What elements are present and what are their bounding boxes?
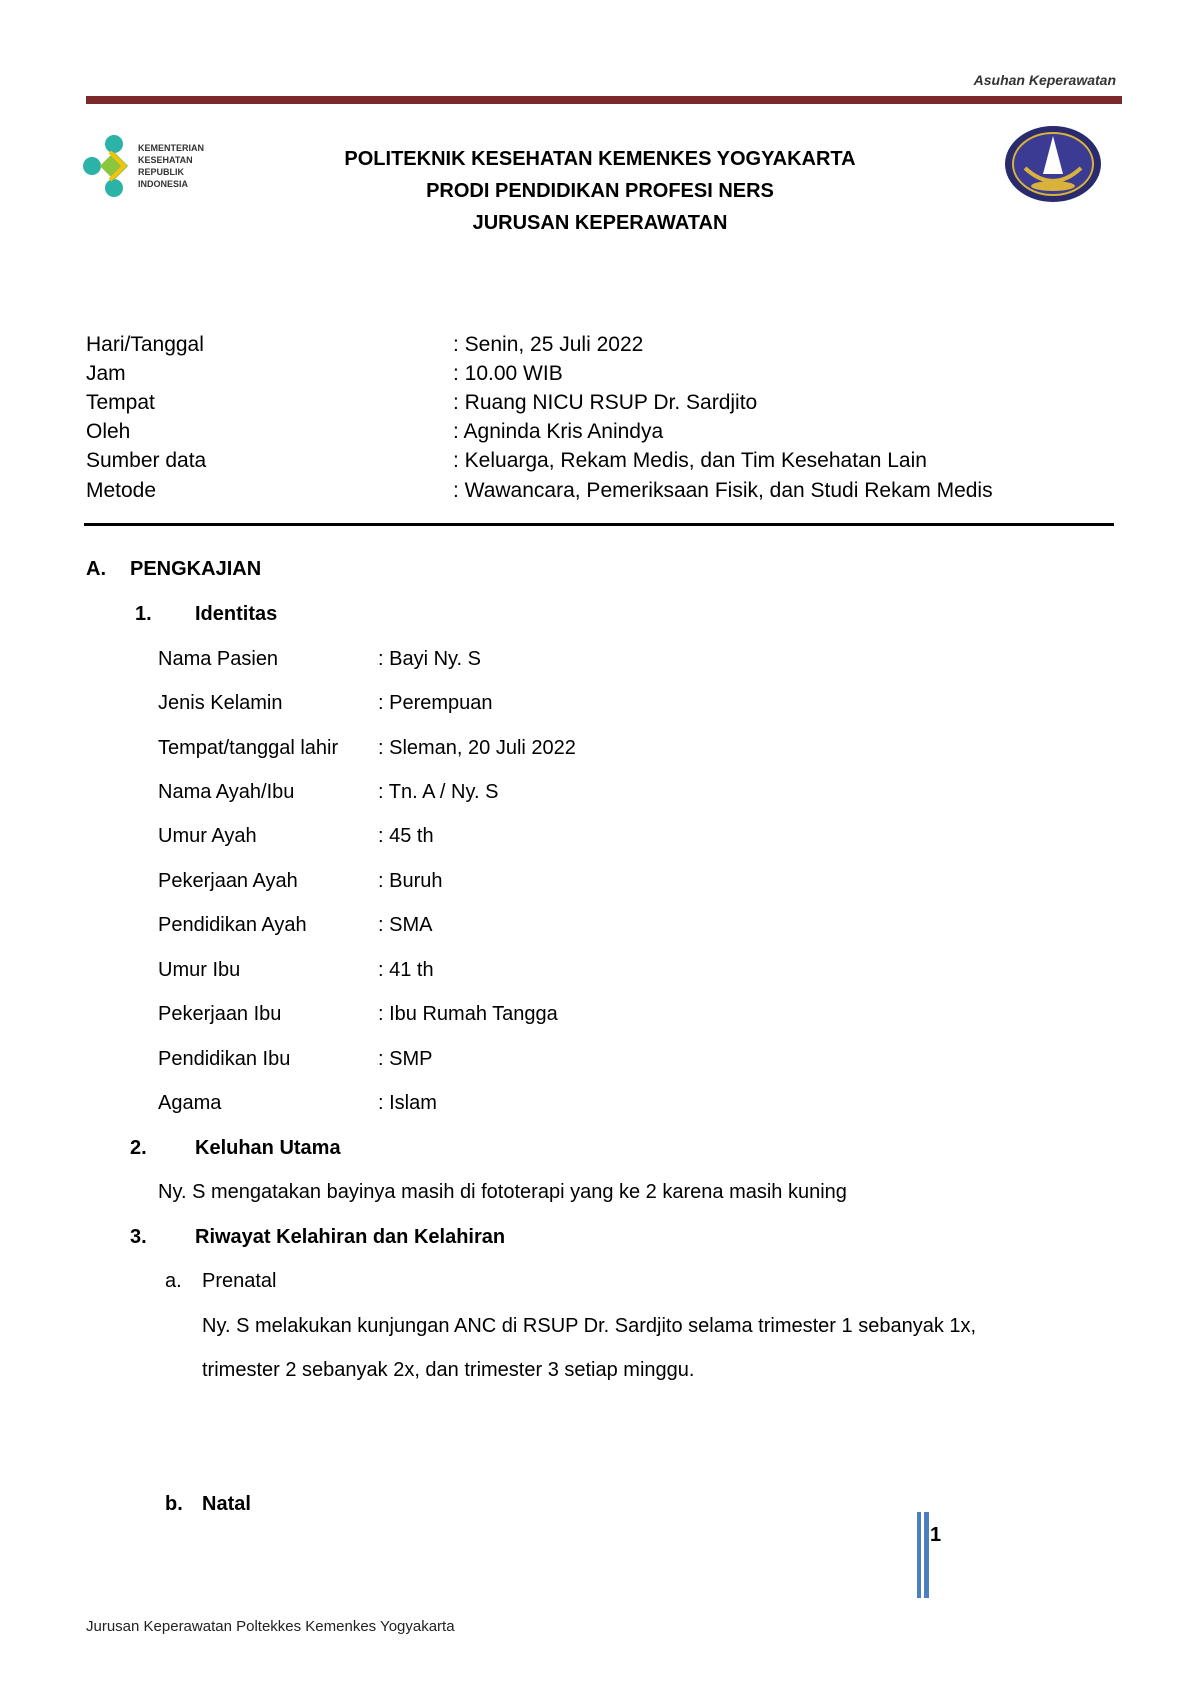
identity-label: Agama	[158, 1092, 222, 1114]
header-divider	[86, 96, 1122, 104]
identity-label: Pekerjaan Ibu	[158, 1003, 282, 1025]
identity-value: : Ibu Rumah Tangga	[378, 1003, 558, 1025]
page-number-bar	[917, 1512, 921, 1598]
prenatal-text-line: trimester 2 sebanyak 2x, dan trimester 3 setiap minggu.	[202, 1359, 695, 1381]
prenatal-title: Prenatal	[202, 1270, 277, 1292]
subsection-title: Keluhan Utama	[195, 1137, 341, 1159]
identity-label: Jenis Kelamin	[158, 692, 283, 714]
info-value-by: : Agninda Kris Anindya	[453, 420, 664, 443]
identity-label: Tempat/tanggal lahir	[158, 737, 339, 759]
natal-title: Natal	[202, 1493, 251, 1515]
department-title: JURUSAN KEPERAWATAN	[472, 212, 728, 234]
section-letter: A.	[86, 558, 106, 580]
kemenkes-logo-text: KEMENTERIAN KESEHATAN REPUBLIK INDONESIA	[138, 143, 205, 189]
info-value-source: : Keluarga, Rekam Medis, dan Tim Kesehatan Lain	[453, 449, 927, 472]
identity-value: : Bayi Ny. S	[378, 648, 481, 670]
info-value-method: : Wawancara, Pemeriksaan Fisik, dan Studi Rekam Medis	[453, 479, 993, 502]
identity-value: : 45 th	[378, 825, 434, 847]
subsection-number: 3.	[130, 1226, 147, 1248]
info-value-date: : Senin, 25 Juli 2022	[453, 333, 644, 356]
prenatal-text-line: Ny. S melakukan kunjungan ANC di RSUP Dr. Sardjito selama trimester 1 sebanyak 1x,	[202, 1315, 977, 1337]
info-label-source: Sumber data	[86, 449, 207, 472]
info-value-place: : Ruang NICU RSUP Dr. Sardjito	[453, 391, 758, 414]
identity-label: Umur Ayah	[158, 825, 257, 847]
list-letter: a.	[165, 1270, 182, 1292]
info-label-date: Hari/Tanggal	[86, 333, 204, 356]
page-number-bar	[924, 1512, 929, 1598]
info-label-method: Metode	[86, 479, 157, 502]
list-letter: b.	[165, 1493, 183, 1515]
program-title: PRODI PENDIDIKAN PROFESI NERS	[426, 180, 774, 202]
identity-value: : 41 th	[378, 959, 434, 981]
identity-label: Pekerjaan Ayah	[158, 870, 298, 892]
identity-value: : Islam	[378, 1092, 437, 1114]
info-value-time: : 10.00 WIB	[453, 362, 563, 385]
identity-label: Umur Ibu	[158, 959, 241, 981]
identity-value: : Buruh	[378, 870, 443, 892]
institution-title: POLITEKNIK KESEHATAN KEMENKES YOGYAKARTA	[344, 148, 856, 170]
subsection-number: 2.	[130, 1137, 147, 1159]
running-header: Asuhan Keperawatan	[973, 72, 1116, 88]
identity-label: Pendidikan Ayah	[158, 914, 307, 936]
identity-label: Nama Ayah/Ibu	[158, 781, 295, 803]
info-label-time: Jam	[86, 362, 126, 385]
subsection-number: 1.	[135, 603, 152, 625]
identity-value: : SMP	[378, 1048, 433, 1070]
identity-value: : Sleman, 20 Juli 2022	[378, 737, 576, 759]
identity-value: : SMA	[378, 914, 433, 936]
info-label-by: Oleh	[86, 420, 131, 443]
info-divider	[84, 523, 1114, 526]
section-title: PENGKAJIAN	[130, 558, 262, 580]
page-number: 1	[930, 1524, 942, 1546]
identity-value: : Perempuan	[378, 692, 493, 714]
subsection-title: Riwayat Kelahiran dan Kelahiran	[195, 1226, 506, 1248]
identity-value: : Tn. A / Ny. S	[378, 781, 499, 803]
footer-text: Jurusan Keperawatan Poltekkes Kemenkes Yogyakarta	[86, 1618, 455, 1635]
chief-complaint-text: Ny. S mengatakan bayinya masih di fototerapi yang ke 2 karena masih kuning	[158, 1181, 847, 1203]
identity-label: Nama Pasien	[158, 648, 279, 670]
subsection-title: Identitas	[195, 603, 278, 625]
info-label-place: Tempat	[86, 391, 155, 414]
identity-label: Pendidikan Ibu	[158, 1048, 291, 1070]
